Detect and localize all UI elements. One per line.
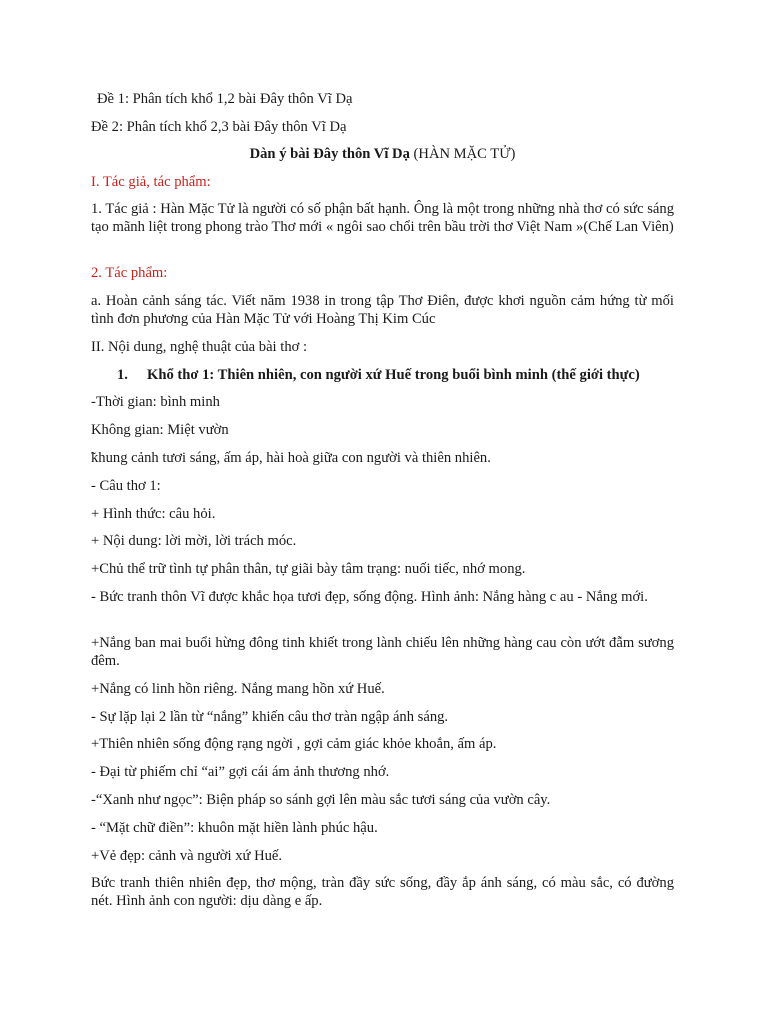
list-item: -“Xanh như ngọc”: Biện pháp so sánh gợi lên màu sắc tươi sáng của vườn cây. [91,792,551,808]
paragraph-tac-gia: 1. Tác giả : Hàn Mặc Tử là người có số phận bất hạnh. Ông là một trong những nhà thơ có sức sáng tạo mãnh liệt trong phong trào Thơ mới « ngôi sao chổi trên bầu trời thơ Việt Nam »(Chế Lan Viên) [91,201,674,235]
list-item: ̃khung cảnh tươi sáng, ấm áp, hài hoà giữa con người và thiên nhiên. [91,450,491,466]
list-item: +Chủ thể trữ tình tự phân thân, tự giãi bày tâm trạng: nuối tiếc, nhớ mong. [91,561,526,577]
document-title [91,145,674,163]
list-item: + Hình thức: câu hỏi. [91,506,216,522]
kho-tho-1-heading [117,366,677,384]
de-2: Đề 2: Phân tích khổ 2,3 bài Đây thôn Vĩ Dạ [91,119,347,135]
list-item: +Nắng có linh hồn riêng. Nắng mang hồn xứ Huế. [91,681,385,697]
paragraph-hoan-canh: a. Hoàn cảnh sáng tác. Viết năm 1938 in trong tập Thơ Điên, được khơi nguồn cảm hứng từ mối tình đơn phương của Hàn Mặc Tử với Hoàng Thị Kim Cúc [91,293,674,327]
section-heading-2: II. Nội dung, nghệ thuật của bài thơ : [91,339,308,355]
list-item: - Sự lặp lại 2 lần từ “nắng” khiến câu thơ tràn ngập ánh sáng. [91,709,449,725]
section-heading-1-2: 2. Tác phẩm: [91,265,168,281]
list-item: Không gian: Miệt vườn [91,422,229,438]
list-item: - Đại từ phiếm chỉ “ai” gợi cái ám ảnh thương nhớ. [91,764,390,780]
list-item: - Bức tranh thôn Vĩ được khắc họa tươi đẹp, sống động. Hình ảnh: Nắng hàng c au - Nắng mới. [91,589,648,605]
section-heading-1: I. Tác giả, tác phẩm: [91,174,211,190]
list-item: + Nội dung: lời mời, lời trách móc. [91,533,297,549]
list-item: +Thiên nhiên sống động rạng ngời , gợi cảm giác khỏe khoắn, ấm áp. [91,736,497,752]
title-main: Dàn ý bài Đây thôn Vĩ Dạ [249,146,410,162]
title-author: (HÀN MẶC TỬ) [409,146,516,162]
list-item: -Thời gian: bình minh [91,394,220,410]
list-number: 1. [117,367,128,383]
list-item: - “Mặt chữ điền”: khuôn mặt hiền lành phúc hậu. [91,820,378,836]
paragraph-summary: Bức tranh thiên nhiên đẹp, thơ mộng, tràn đầy sức sống, đầy ắp ánh sáng, có màu sắc, có đường nét. Hình ảnh con người: dịu dàng e ấp. [91,875,674,909]
kho-tho-1-text: Khổ thơ 1: Thiên nhiên, con người xứ Huế trong buổi bình minh (thế giới thực) [147,367,640,383]
list-item: - Câu thơ 1: [91,478,161,494]
de-1: Đề 1: Phân tích khổ 1,2 bài Đây thôn Vĩ Dạ [97,91,353,107]
list-item: +Nắng ban mai buổi hừng đông tinh khiết trong lành chiếu lên những hàng cau còn ướt đẫm sương đêm. [91,635,674,669]
list-item: +Vẻ đẹp: cảnh và người xứ Huế. [91,848,283,864]
